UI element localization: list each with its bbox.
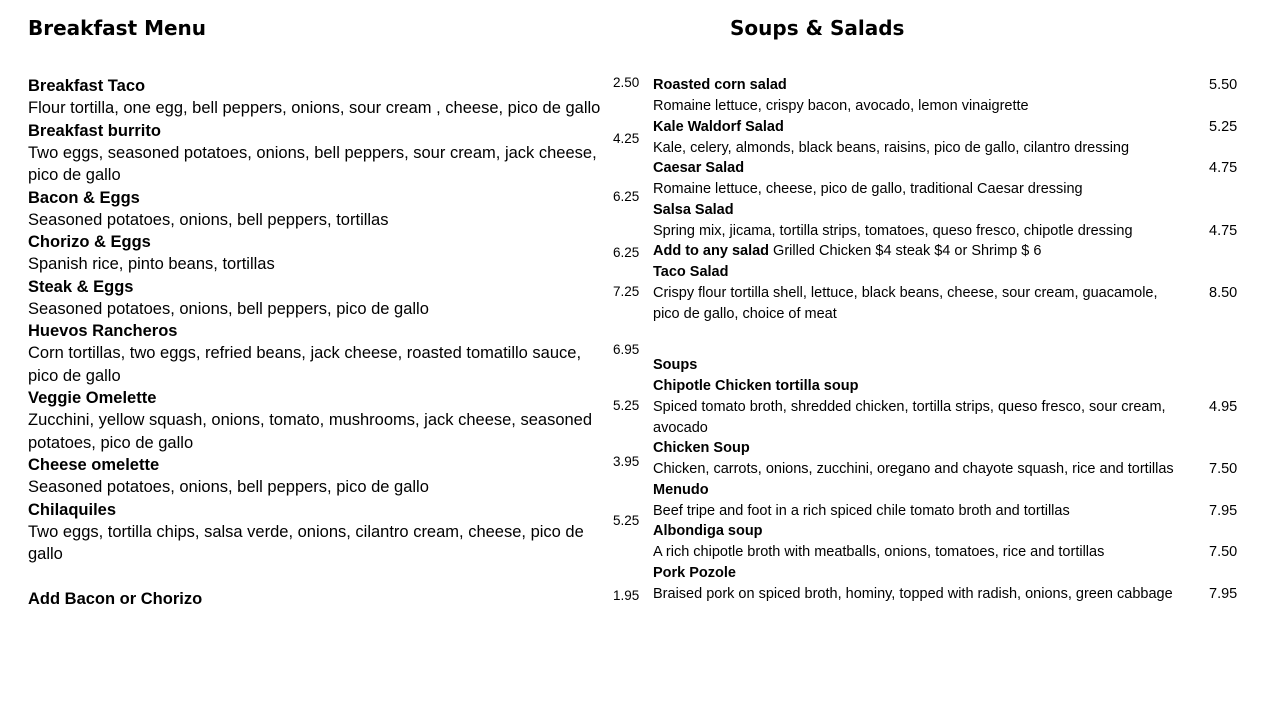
menu-item (28, 499, 668, 566)
item-name: Chorizo & Eggs (28, 233, 151, 251)
item-description: Two eggs, tortilla chips, salsa verde, onions, cilantro cream, cheese, pico de gallo (28, 522, 584, 563)
item-name: Taco Salad (653, 264, 729, 280)
soup-item (653, 438, 1253, 480)
salad-item (653, 117, 1253, 159)
item-name: Caesar Salad (653, 160, 745, 176)
item-description: Corn tortillas, two eggs, refried beans, jack cheese, roasted tomatillo sauce, pico de gallo (28, 344, 582, 385)
item-description: Spiced tomato broth, shredded chicken, tortilla strips, queso fresco, sour cream, avocado (653, 399, 1166, 436)
item-name: Bacon & Eggs (28, 188, 140, 207)
item-description: Kale, celery, almonds, black beans, raisins, pico de gallo, cilantro dressing (653, 139, 1130, 156)
item-name: Menudo (653, 481, 709, 498)
item-description: Romaine lettuce, cheese, pico de gallo, traditional Caesar dressing (653, 181, 1083, 197)
add-to-salad-label: Add to any salad (653, 243, 770, 259)
item-name: Kale Waldorf Salad (653, 118, 784, 135)
soups-salads-title: Soups & Salads (730, 16, 905, 40)
item-price: 5.25 (613, 512, 640, 528)
item-price: 5.50 (1209, 77, 1238, 93)
soup-item (653, 376, 1253, 438)
menu-item (28, 454, 668, 499)
menu-item (28, 320, 668, 387)
item-name: Chicken Soup (653, 440, 750, 456)
addon-name: Add Bacon or Chorizo (28, 589, 203, 608)
spacer (653, 324, 1253, 355)
item-price: 5.25 (613, 398, 640, 413)
item-description: Seasoned potatoes, onions, bell peppers, pico de gallo (28, 299, 429, 318)
item-name: Breakfast Taco (28, 77, 146, 95)
menu-item (28, 75, 668, 120)
menu-item (28, 276, 668, 321)
item-name: Cheese omelette (28, 456, 160, 474)
item-name: Chilaquiles (28, 500, 117, 519)
item-name: Pork Pozole (653, 564, 736, 581)
menu-item (28, 120, 668, 187)
item-description: Spanish rice, pinto beans, tortillas (28, 255, 275, 273)
addon-price: 1.95 (613, 587, 640, 603)
add-to-salad-text: Grilled Chicken $4 steak $4 or Shrimp $ 6 (769, 243, 1042, 259)
item-price: 2.50 (613, 75, 640, 90)
item-price: 7.25 (613, 283, 640, 299)
item-price: 6.25 (613, 188, 640, 204)
item-description: Beef tripe and foot in a rich spiced chile tomato broth and tortillas (653, 502, 1070, 519)
soup-item (653, 563, 1253, 605)
item-name: Steak & Eggs (28, 277, 134, 296)
item-price: 3.95 (613, 454, 640, 469)
item-price: 8.50 (1209, 285, 1238, 301)
item-description: Flour tortilla, one egg, bell peppers, onions, sour cream , cheese, pico de gallo (28, 99, 601, 117)
item-price: 4.75 (1209, 160, 1238, 176)
salad-item (653, 200, 1253, 242)
item-description: Chicken, carrots, onions, zucchini, oregano and chayote squash, rice and tortillas (653, 461, 1174, 477)
item-description: A rich chipotle broth with meatballs, onions, tomatoes, rice and tortillas (653, 544, 1105, 560)
item-price: 4.25 (613, 130, 640, 146)
item-description: Two eggs, seasoned potatoes, onions, bell peppers, sour cream, jack cheese, pico de gallo (28, 143, 597, 184)
item-price: 7.50 (1209, 461, 1238, 477)
item-name: Albondiga soup (653, 523, 763, 539)
menu-item (28, 187, 668, 232)
item-price: 7.95 (1209, 585, 1238, 602)
item-description: Braised pork on spiced broth, hominy, topped with radish, onions, green cabbage (653, 585, 1173, 602)
soups-heading: Soups (653, 357, 698, 373)
item-name: Salsa Salad (653, 201, 734, 218)
item-name: Huevos Rancheros (28, 322, 178, 340)
item-name: Roasted corn salad (653, 77, 787, 93)
soup-item (653, 480, 1253, 522)
item-price: 6.25 (613, 245, 640, 260)
item-price: 4.75 (1209, 222, 1238, 239)
breakfast-menu-title: Breakfast Menu (28, 16, 207, 40)
item-description: Zucchini, yellow squash, onions, tomato, mushrooms, jack cheese, seasoned potatoes, pico de gallo (28, 411, 593, 452)
salad-item (653, 75, 1253, 117)
item-description: Seasoned potatoes, onions, bell peppers, tortillas (28, 210, 389, 229)
menu-item (28, 387, 668, 454)
spacer (28, 566, 668, 588)
menu-item (28, 231, 668, 276)
breakfast-list (28, 75, 668, 610)
item-price: 7.95 (1209, 502, 1238, 519)
item-name: Chipotle Chicken tortilla soup (653, 378, 859, 394)
item-price: 5.25 (1209, 118, 1238, 135)
item-name: Breakfast burrito (28, 121, 161, 140)
salad-item (653, 158, 1253, 200)
item-price: 6.95 (613, 342, 640, 357)
add-to-salad-note (653, 241, 1253, 262)
item-description: Spring mix, jicama, tortilla strips, tomatoes, queso fresco, chipotle dressing (653, 222, 1133, 239)
item-price: 4.95 (1209, 399, 1238, 415)
item-description: Seasoned potatoes, onions, bell peppers, pico de gallo (28, 478, 429, 496)
salad-item (653, 262, 1253, 324)
addon-item (28, 588, 668, 610)
item-description: Crispy flour tortilla shell, lettuce, black beans, cheese, sour cream, guacamole, pico de gallo, choice of meat (653, 285, 1158, 322)
item-name: Veggie Omelette (28, 389, 157, 407)
soups-salads-list (653, 75, 1253, 604)
soup-item (653, 521, 1253, 563)
item-description: Romaine lettuce, crispy bacon, avocado, lemon vinaigrette (653, 98, 1029, 114)
item-price: 7.50 (1209, 544, 1238, 560)
